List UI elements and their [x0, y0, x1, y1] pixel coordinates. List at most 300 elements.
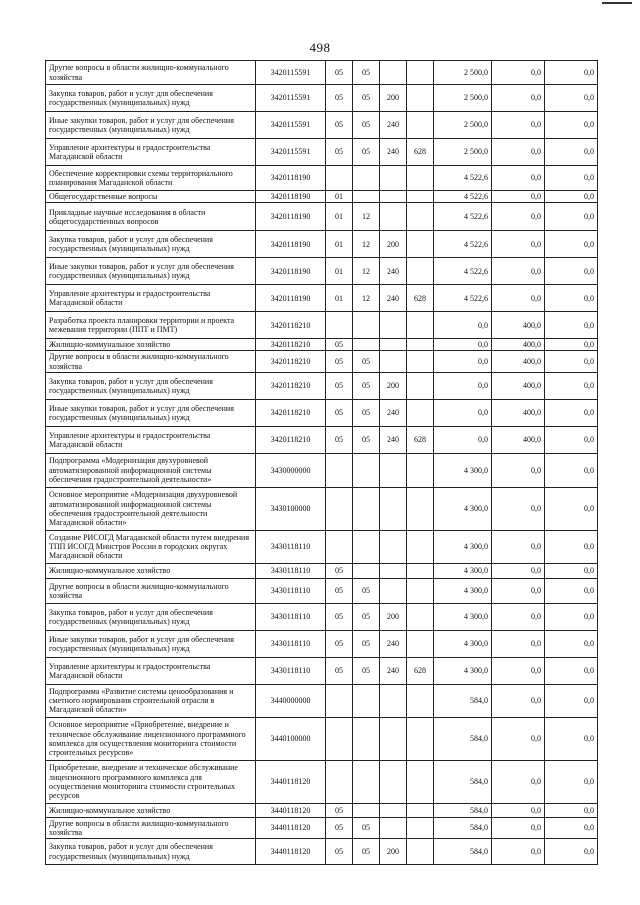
- row-amount-2-cell: 400,0: [492, 426, 545, 453]
- table-row: [46, 61, 598, 85]
- row-amount-2-cell: 0,0: [492, 487, 545, 530]
- row-name-cell: Подпрограмма «Развитие системы ценообразования и сметного нормирования строительной отрасли в Магаданской области»: [46, 684, 256, 717]
- table-row: [46, 603, 598, 630]
- row-code-cell: 3420118210: [256, 312, 326, 339]
- row-amount-3-cell: 0,0: [545, 85, 598, 112]
- table-row: [46, 657, 598, 684]
- row-subsection-cell: 05: [353, 578, 380, 603]
- row-name-cell: Управление архитектуры и градостроительства Магаданской области: [46, 139, 256, 166]
- row-name-cell: Обеспечение корректировки схемы территориального планирования Магаданской области: [46, 166, 256, 191]
- row-code-cell: 3420118210: [256, 399, 326, 426]
- row-administrator-cell: [407, 258, 434, 285]
- row-subsection-cell: 05: [353, 839, 380, 865]
- row-administrator-cell: [407, 578, 434, 603]
- row-section-cell: 05: [326, 803, 353, 817]
- row-code-cell: 3420115591: [256, 112, 326, 139]
- row-administrator-cell: [407, 487, 434, 530]
- row-name-cell: Создание РИСОГД Магаданской области путем внедрения ТПП ИСОГД Минстроя России в городских округах Магаданской области: [46, 530, 256, 563]
- row-amount-1-cell: 4 300,0: [434, 630, 492, 657]
- row-name-cell: Другие вопросы в области жилищно-коммунального хозяйства: [46, 351, 256, 372]
- row-subsection-cell: [353, 530, 380, 563]
- row-name-cell: Закупка товаров, работ и услуг для обеспечения государственных (муниципальных) нужд: [46, 85, 256, 112]
- row-amount-3-cell: 0,0: [545, 603, 598, 630]
- row-expense-type-cell: [380, 166, 407, 191]
- row-expense-type-cell: [380, 487, 407, 530]
- row-expense-type-cell: 200: [380, 231, 407, 258]
- row-amount-2-cell: 0,0: [492, 803, 545, 817]
- row-amount-3-cell: 0,0: [545, 578, 598, 603]
- row-amount-3-cell: 0,0: [545, 285, 598, 312]
- table-row: [46, 530, 598, 563]
- row-expense-type-cell: [380, 684, 407, 717]
- row-expense-type-cell: [380, 563, 407, 578]
- row-section-cell: 05: [326, 563, 353, 578]
- scan-corner-mark: [602, 2, 632, 10]
- row-name-cell: Приобретение, внедрение и техническое обслуживание лицензионного программного комплекса для осуществления мониторинга стоимости строительных ресурсов: [46, 760, 256, 803]
- row-section-cell: 05: [326, 339, 353, 351]
- row-section-cell: 05: [326, 61, 353, 85]
- row-expense-type-cell: [380, 817, 407, 838]
- row-amount-3-cell: 0,0: [545, 258, 598, 285]
- row-section-cell: 01: [326, 203, 353, 231]
- row-section-cell: [326, 530, 353, 563]
- row-section-cell: 05: [326, 578, 353, 603]
- row-expense-type-cell: [380, 61, 407, 85]
- row-subsection-cell: [353, 166, 380, 191]
- row-expense-type-cell: [380, 578, 407, 603]
- row-subsection-cell: 05: [353, 85, 380, 112]
- row-section-cell: 05: [326, 603, 353, 630]
- row-name-cell: Иные закупки товаров, работ и услуг для обеспечения государственных (муниципальных) нужд: [46, 399, 256, 426]
- row-amount-3-cell: 0,0: [545, 657, 598, 684]
- row-subsection-cell: 12: [353, 231, 380, 258]
- row-amount-1-cell: 4 300,0: [434, 563, 492, 578]
- row-amount-2-cell: 0,0: [492, 453, 545, 487]
- row-amount-1-cell: 584,0: [434, 717, 492, 760]
- row-subsection-cell: [353, 563, 380, 578]
- row-code-cell: 3430118110: [256, 563, 326, 578]
- row-subsection-cell: [353, 684, 380, 717]
- row-amount-2-cell: 0,0: [492, 717, 545, 760]
- row-code-cell: 3430118110: [256, 630, 326, 657]
- row-name-cell: Закупка товаров, работ и услуг для обеспечения государственных (муниципальных) нужд: [46, 231, 256, 258]
- table-row: [46, 399, 598, 426]
- row-amount-3-cell: 0,0: [545, 372, 598, 399]
- row-amount-1-cell: 0,0: [434, 399, 492, 426]
- row-administrator-cell: [407, 312, 434, 339]
- row-subsection-cell: 05: [353, 112, 380, 139]
- row-amount-3-cell: 0,0: [545, 399, 598, 426]
- row-code-cell: 3440118120: [256, 803, 326, 817]
- row-amount-1-cell: 4 522,6: [434, 203, 492, 231]
- row-code-cell: 3440000000: [256, 684, 326, 717]
- row-section-cell: 01: [326, 191, 353, 203]
- row-amount-2-cell: 0,0: [492, 85, 545, 112]
- row-section-cell: 01: [326, 285, 353, 312]
- row-expense-type-cell: 200: [380, 372, 407, 399]
- row-amount-3-cell: 0,0: [545, 717, 598, 760]
- row-amount-2-cell: 0,0: [492, 684, 545, 717]
- row-name-cell: Управление архитектуры и градостроительства Магаданской области: [46, 657, 256, 684]
- table-row: [46, 817, 598, 838]
- table-row: [46, 285, 598, 312]
- row-amount-3-cell: 0,0: [545, 426, 598, 453]
- row-expense-type-cell: 240: [380, 399, 407, 426]
- row-administrator-cell: [407, 603, 434, 630]
- row-subsection-cell: 05: [353, 817, 380, 838]
- row-code-cell: 3430000000: [256, 453, 326, 487]
- row-section-cell: 01: [326, 258, 353, 285]
- table-row: [46, 487, 598, 530]
- row-section-cell: [326, 453, 353, 487]
- row-administrator-cell: [407, 166, 434, 191]
- row-amount-1-cell: 0,0: [434, 339, 492, 351]
- row-section-cell: 05: [326, 817, 353, 838]
- row-name-cell: Жилищно-коммунальное хозяйство: [46, 803, 256, 817]
- table-row: [46, 351, 598, 372]
- row-code-cell: 3430118110: [256, 530, 326, 563]
- row-section-cell: 05: [326, 139, 353, 166]
- row-amount-3-cell: 0,0: [545, 563, 598, 578]
- row-code-cell: 3440100000: [256, 717, 326, 760]
- row-amount-2-cell: 400,0: [492, 372, 545, 399]
- row-name-cell: Управление архитектуры и градостроительства Магаданской области: [46, 285, 256, 312]
- row-code-cell: 3420115591: [256, 61, 326, 85]
- row-section-cell: 01: [326, 231, 353, 258]
- row-expense-type-cell: 200: [380, 603, 407, 630]
- row-section-cell: [326, 166, 353, 191]
- table-row: [46, 453, 598, 487]
- row-expense-type-cell: [380, 803, 407, 817]
- row-amount-2-cell: 400,0: [492, 351, 545, 372]
- row-code-cell: 3420115591: [256, 85, 326, 112]
- row-name-cell: Основное мероприятие «Приобретение, внедрение и техническое обслуживание лицензионного программного комплекса для осуществления мониторинга стоимости строительных ресурсов»: [46, 717, 256, 760]
- row-expense-type-cell: 240: [380, 426, 407, 453]
- row-amount-3-cell: 0,0: [545, 351, 598, 372]
- row-administrator-cell: [407, 231, 434, 258]
- row-subsection-cell: 05: [353, 657, 380, 684]
- row-amount-1-cell: 4 300,0: [434, 603, 492, 630]
- row-amount-2-cell: 0,0: [492, 760, 545, 803]
- row-code-cell: 3430118110: [256, 657, 326, 684]
- row-amount-2-cell: 0,0: [492, 817, 545, 838]
- row-expense-type-cell: 240: [380, 285, 407, 312]
- row-subsection-cell: 12: [353, 285, 380, 312]
- row-section-cell: 05: [326, 630, 353, 657]
- row-name-cell: Другие вопросы в области жилищно-коммунального хозяйства: [46, 61, 256, 85]
- row-amount-3-cell: 0,0: [545, 312, 598, 339]
- row-amount-2-cell: 0,0: [492, 839, 545, 865]
- row-administrator-cell: [407, 85, 434, 112]
- row-amount-1-cell: 4 300,0: [434, 453, 492, 487]
- row-administrator-cell: [407, 839, 434, 865]
- row-amount-2-cell: 0,0: [492, 61, 545, 85]
- row-amount-2-cell: 0,0: [492, 203, 545, 231]
- row-expense-type-cell: 200: [380, 85, 407, 112]
- row-section-cell: [326, 717, 353, 760]
- row-name-cell: Иные закупки товаров, работ и услуг для обеспечения государственных (муниципальных) нужд: [46, 630, 256, 657]
- row-code-cell: 3430100000: [256, 487, 326, 530]
- table-row: [46, 630, 598, 657]
- row-subsection-cell: 05: [353, 139, 380, 166]
- row-expense-type-cell: 240: [380, 657, 407, 684]
- row-name-cell: Закупка товаров, работ и услуг для обеспечения государственных (муниципальных) нужд: [46, 372, 256, 399]
- row-expense-type-cell: [380, 453, 407, 487]
- row-amount-1-cell: 0,0: [434, 372, 492, 399]
- row-code-cell: 3420118190: [256, 203, 326, 231]
- row-code-cell: 3420118190: [256, 285, 326, 312]
- row-code-cell: 3420118210: [256, 372, 326, 399]
- row-amount-1-cell: 2 500,0: [434, 112, 492, 139]
- row-code-cell: 3440118120: [256, 839, 326, 865]
- row-name-cell: Разработка проекта планировки территории и проекта межевания территории (ППТ и ПМТ): [46, 312, 256, 339]
- table-row: [46, 563, 598, 578]
- row-expense-type-cell: [380, 530, 407, 563]
- row-amount-3-cell: 0,0: [545, 487, 598, 530]
- row-amount-3-cell: 0,0: [545, 817, 598, 838]
- row-name-cell: Иные закупки товаров, работ и услуг для обеспечения государственных (муниципальных) нужд: [46, 258, 256, 285]
- row-administrator-cell: 628: [407, 426, 434, 453]
- row-code-cell: 3430118110: [256, 578, 326, 603]
- table-row: [46, 760, 598, 803]
- row-subsection-cell: 05: [353, 61, 380, 85]
- row-name-cell: Жилищно-коммунальное хозяйство: [46, 339, 256, 351]
- row-amount-3-cell: 0,0: [545, 139, 598, 166]
- table-row: [46, 372, 598, 399]
- row-section-cell: 05: [326, 839, 353, 865]
- row-section-cell: 05: [326, 372, 353, 399]
- row-code-cell: 3420118210: [256, 339, 326, 351]
- row-amount-2-cell: 0,0: [492, 578, 545, 603]
- row-expense-type-cell: [380, 312, 407, 339]
- row-section-cell: 05: [326, 399, 353, 426]
- row-amount-2-cell: 0,0: [492, 258, 545, 285]
- table-row: [46, 191, 598, 203]
- row-subsection-cell: [353, 760, 380, 803]
- table-row: [46, 803, 598, 817]
- row-section-cell: [326, 312, 353, 339]
- row-name-cell: Общегосударственные вопросы: [46, 191, 256, 203]
- row-section-cell: 05: [326, 351, 353, 372]
- row-name-cell: Прикладные научные исследования в области общегосударственных вопросов: [46, 203, 256, 231]
- row-expense-type-cell: 240: [380, 258, 407, 285]
- row-amount-1-cell: 4 300,0: [434, 487, 492, 530]
- row-subsection-cell: 05: [353, 372, 380, 399]
- row-code-cell: 3440118120: [256, 760, 326, 803]
- row-amount-1-cell: 584,0: [434, 760, 492, 803]
- table-row: [46, 578, 598, 603]
- row-administrator-cell: [407, 563, 434, 578]
- row-section-cell: [326, 760, 353, 803]
- row-administrator-cell: [407, 803, 434, 817]
- row-administrator-cell: [407, 372, 434, 399]
- row-amount-1-cell: 0,0: [434, 351, 492, 372]
- row-code-cell: 3420118210: [256, 351, 326, 372]
- table-row: [46, 139, 598, 166]
- row-amount-3-cell: 0,0: [545, 203, 598, 231]
- row-expense-type-cell: [380, 760, 407, 803]
- table-row: [46, 339, 598, 351]
- row-administrator-cell: [407, 112, 434, 139]
- row-subsection-cell: [353, 312, 380, 339]
- row-amount-1-cell: 4 522,6: [434, 231, 492, 258]
- row-administrator-cell: 628: [407, 139, 434, 166]
- row-name-cell: Закупка товаров, работ и услуг для обеспечения государственных (муниципальных) нужд: [46, 603, 256, 630]
- row-amount-2-cell: 0,0: [492, 563, 545, 578]
- row-administrator-cell: [407, 351, 434, 372]
- row-amount-2-cell: 0,0: [492, 166, 545, 191]
- row-section-cell: 05: [326, 112, 353, 139]
- table-row: [46, 312, 598, 339]
- row-amount-3-cell: 0,0: [545, 530, 598, 563]
- row-subsection-cell: [353, 717, 380, 760]
- row-section-cell: 05: [326, 85, 353, 112]
- row-amount-3-cell: 0,0: [545, 760, 598, 803]
- row-administrator-cell: [407, 817, 434, 838]
- row-subsection-cell: 12: [353, 203, 380, 231]
- row-administrator-cell: 628: [407, 285, 434, 312]
- table-row: [46, 839, 598, 865]
- table-row: [46, 85, 598, 112]
- page-number: 498: [309, 40, 331, 55]
- row-expense-type-cell: 200: [380, 839, 407, 865]
- row-name-cell: Подпрограмма «Модернизация двухуровневой автоматизированной информационной системы обеспечения градостроительной деятельности»: [46, 453, 256, 487]
- row-administrator-cell: [407, 453, 434, 487]
- row-amount-2-cell: 0,0: [492, 630, 545, 657]
- budget-table-body: [46, 61, 598, 865]
- row-amount-1-cell: 2 500,0: [434, 61, 492, 85]
- table-row: [46, 258, 598, 285]
- row-expense-type-cell: 240: [380, 112, 407, 139]
- row-subsection-cell: [353, 339, 380, 351]
- row-amount-1-cell: 584,0: [434, 803, 492, 817]
- row-subsection-cell: 05: [353, 426, 380, 453]
- table-row: [46, 231, 598, 258]
- row-administrator-cell: 628: [407, 657, 434, 684]
- row-section-cell: 05: [326, 657, 353, 684]
- row-administrator-cell: [407, 339, 434, 351]
- row-administrator-cell: [407, 684, 434, 717]
- row-name-cell: Жилищно-коммунальное хозяйство: [46, 563, 256, 578]
- row-amount-3-cell: 0,0: [545, 630, 598, 657]
- row-expense-type-cell: [380, 339, 407, 351]
- row-amount-2-cell: 0,0: [492, 191, 545, 203]
- row-amount-1-cell: 584,0: [434, 817, 492, 838]
- table-row: [46, 203, 598, 231]
- row-amount-2-cell: 0,0: [492, 657, 545, 684]
- row-amount-3-cell: 0,0: [545, 803, 598, 817]
- row-code-cell: 3440118120: [256, 817, 326, 838]
- row-subsection-cell: [353, 191, 380, 203]
- row-subsection-cell: [353, 453, 380, 487]
- row-amount-2-cell: 0,0: [492, 139, 545, 166]
- row-subsection-cell: 05: [353, 630, 380, 657]
- row-administrator-cell: [407, 530, 434, 563]
- row-amount-3-cell: 0,0: [545, 191, 598, 203]
- row-administrator-cell: [407, 717, 434, 760]
- row-amount-3-cell: 0,0: [545, 339, 598, 351]
- row-amount-1-cell: 4 522,6: [434, 285, 492, 312]
- row-name-cell: Закупка товаров, работ и услуг для обеспечения государственных (муниципальных) нужд: [46, 839, 256, 865]
- table-row: [46, 426, 598, 453]
- row-code-cell: 3420118190: [256, 258, 326, 285]
- row-amount-1-cell: 4 522,6: [434, 258, 492, 285]
- row-administrator-cell: [407, 61, 434, 85]
- table-row: [46, 166, 598, 191]
- row-amount-1-cell: 4 300,0: [434, 657, 492, 684]
- row-code-cell: 3430118110: [256, 603, 326, 630]
- table-row: [46, 112, 598, 139]
- row-amount-1-cell: 584,0: [434, 839, 492, 865]
- row-amount-3-cell: 0,0: [545, 166, 598, 191]
- row-code-cell: 3420115591: [256, 139, 326, 166]
- row-amount-2-cell: 0,0: [492, 530, 545, 563]
- row-expense-type-cell: 240: [380, 630, 407, 657]
- row-subsection-cell: 05: [353, 351, 380, 372]
- row-amount-2-cell: 0,0: [492, 231, 545, 258]
- row-name-cell: Основное мероприятие «Модернизация двухуровневой автоматизированной информационной системы обеспечения градостроительной деятельности Магаданской области»: [46, 487, 256, 530]
- table-row: [46, 684, 598, 717]
- row-amount-1-cell: 0,0: [434, 426, 492, 453]
- row-amount-2-cell: 0,0: [492, 112, 545, 139]
- row-expense-type-cell: [380, 351, 407, 372]
- row-amount-1-cell: 4 522,6: [434, 191, 492, 203]
- row-amount-1-cell: 584,0: [434, 684, 492, 717]
- row-amount-2-cell: 400,0: [492, 312, 545, 339]
- row-section-cell: [326, 684, 353, 717]
- row-amount-3-cell: 0,0: [545, 61, 598, 85]
- row-expense-type-cell: 240: [380, 139, 407, 166]
- row-amount-2-cell: 0,0: [492, 285, 545, 312]
- row-amount-1-cell: 0,0: [434, 312, 492, 339]
- row-amount-1-cell: 4 300,0: [434, 530, 492, 563]
- row-administrator-cell: [407, 191, 434, 203]
- row-administrator-cell: [407, 630, 434, 657]
- row-amount-1-cell: 2 500,0: [434, 139, 492, 166]
- row-amount-1-cell: 4 300,0: [434, 578, 492, 603]
- row-administrator-cell: [407, 399, 434, 426]
- row-section-cell: [326, 487, 353, 530]
- row-subsection-cell: 05: [353, 399, 380, 426]
- row-expense-type-cell: [380, 191, 407, 203]
- row-administrator-cell: [407, 203, 434, 231]
- row-amount-3-cell: 0,0: [545, 453, 598, 487]
- table-row: [46, 717, 598, 760]
- row-amount-2-cell: 400,0: [492, 339, 545, 351]
- row-code-cell: 3420118210: [256, 426, 326, 453]
- row-name-cell: Иные закупки товаров, работ и услуг для обеспечения государственных (муниципальных) нужд: [46, 112, 256, 139]
- budget-table: [45, 60, 598, 865]
- row-code-cell: 3420118190: [256, 166, 326, 191]
- row-subsection-cell: [353, 487, 380, 530]
- row-name-cell: Другие вопросы в области жилищно-коммунального хозяйства: [46, 817, 256, 838]
- row-subsection-cell: [353, 803, 380, 817]
- row-amount-1-cell: 2 500,0: [434, 85, 492, 112]
- row-code-cell: 3420118190: [256, 231, 326, 258]
- row-amount-3-cell: 0,0: [545, 231, 598, 258]
- row-amount-2-cell: 400,0: [492, 399, 545, 426]
- row-subsection-cell: 05: [353, 603, 380, 630]
- row-administrator-cell: [407, 760, 434, 803]
- row-expense-type-cell: [380, 717, 407, 760]
- row-code-cell: 3420118190: [256, 191, 326, 203]
- row-subsection-cell: 12: [353, 258, 380, 285]
- row-amount-3-cell: 0,0: [545, 839, 598, 865]
- row-amount-3-cell: 0,0: [545, 112, 598, 139]
- row-amount-1-cell: 4 522,6: [434, 166, 492, 191]
- row-name-cell: Другие вопросы в области жилищно-коммунального хозяйства: [46, 578, 256, 603]
- row-amount-2-cell: 0,0: [492, 603, 545, 630]
